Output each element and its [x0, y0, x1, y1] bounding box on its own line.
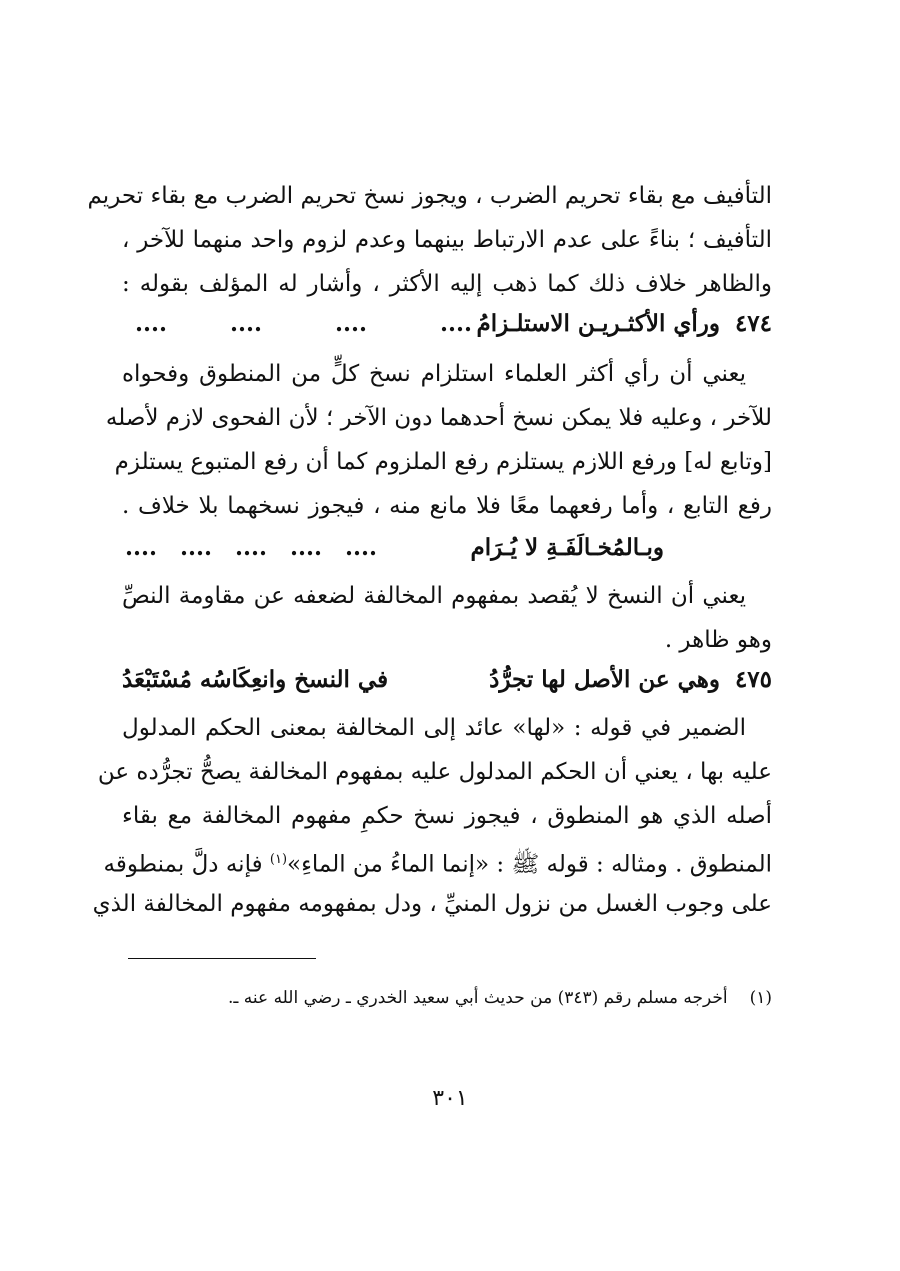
- body-line: يعني أن النسخ لا يُقصد بمفهوم المخالفة لضعفه عن مقاومة النصِّ: [122, 583, 746, 609]
- verse-dots: ....: [334, 310, 367, 337]
- verse-dots: ....: [439, 310, 472, 337]
- verse-dots: ....: [344, 534, 377, 561]
- verse-dots: ....: [229, 310, 262, 337]
- body-line: التأفيف ؛ بناءً على عدم الارتباط بينهما وعدم لزوم واحد منهما للآخر ،: [122, 227, 772, 253]
- line-end: فإنه دلَّ بمنطوقه: [103, 851, 270, 878]
- body-line: التأفيف مع بقاء تحريم الضرب ، ويجوز نسخ تحريم الضرب مع بقاء تحريم: [87, 183, 772, 209]
- footnote-number: (١): [749, 988, 772, 1008]
- footnote-text: أخرجه مسلم رقم (٣٤٣) من حديث أبي سعيد الخدري ـ رضي الله عنه ـ.: [227, 988, 728, 1008]
- verse-dots: ....: [289, 534, 322, 561]
- verse-number: ٤٧٤: [734, 310, 772, 337]
- body-line: [وتابع له] ورفع اللازم يستلزم رفع الملزوم كما أن رفع المتبوع يستلزم: [114, 449, 772, 475]
- verse-dots: ....: [134, 310, 167, 337]
- verse-dots: ....: [124, 534, 157, 561]
- verse-number: ٤٧٥: [734, 666, 772, 693]
- verse-474b: [122, 526, 772, 570]
- body-line: يعني أن رأي أكثر العلماء استلزام نسخ كلٍّ من المنطوق وفحواه: [122, 361, 746, 387]
- line-start: المنطوق . ومثاله : قوله ﷺ : «إنما الماءُ من الماءِ»: [287, 851, 772, 878]
- body-line: على وجوب الغسل من نزول المنيِّ ، ودل بمفهومه مفهوم المخالفة الذي: [92, 891, 772, 917]
- body-line: للآخر ، وعليه فلا يمكن نسخ أحدهما دون الآخر ؛ لأن الفحوى لازم لأصله: [105, 405, 772, 431]
- verse-dots: ....: [179, 534, 212, 561]
- body-line: عليه بها ، يعني أن الحكم المدلول عليه بمفهوم المخالفة يصحُّ تجرُّده عن: [97, 759, 772, 785]
- body-line: [103, 838, 772, 887]
- footnote-separator: [128, 958, 316, 959]
- page-number: ٣٠١: [432, 1086, 468, 1111]
- body-line: الضمير في قوله : «لها» عائد إلى المخالفة بمعنى الحكم المدلول: [122, 715, 746, 741]
- body-line: أصله الذي هو المنطوق ، فيجوز نسخ حكمِ مفهوم المخالفة مع بقاء: [122, 803, 772, 829]
- footnote-ref[interactable]: (١): [269, 852, 288, 867]
- body-line: والظاهر خلاف ذلك كما ذهب إليه الأكثر ، وأشار له المؤلف بقوله :: [122, 271, 772, 297]
- verse-475: [122, 658, 772, 702]
- footnote: [122, 984, 772, 1012]
- verse-first-half: وهي عن الأصل لها تجرُّدُ: [489, 666, 720, 693]
- verse-text: ورأي الأكثـريـن الاستلـزامُ: [476, 310, 720, 337]
- verse-second-half: في النسخ وانعِكَاسُه مُسْتَبْعَدُ: [122, 666, 389, 693]
- verse-dots: ....: [234, 534, 267, 561]
- body-line: وهو ظاهر .: [664, 627, 772, 653]
- body-line: رفع التابع ، وأما رفعهما معًا فلا مانع منه ، فيجوز نسخهما بلا خلاف .: [122, 493, 772, 519]
- verse-474: [122, 302, 772, 346]
- verse-text: وبـالمُخـالَفَـةِ لا يُـرَام: [470, 534, 664, 561]
